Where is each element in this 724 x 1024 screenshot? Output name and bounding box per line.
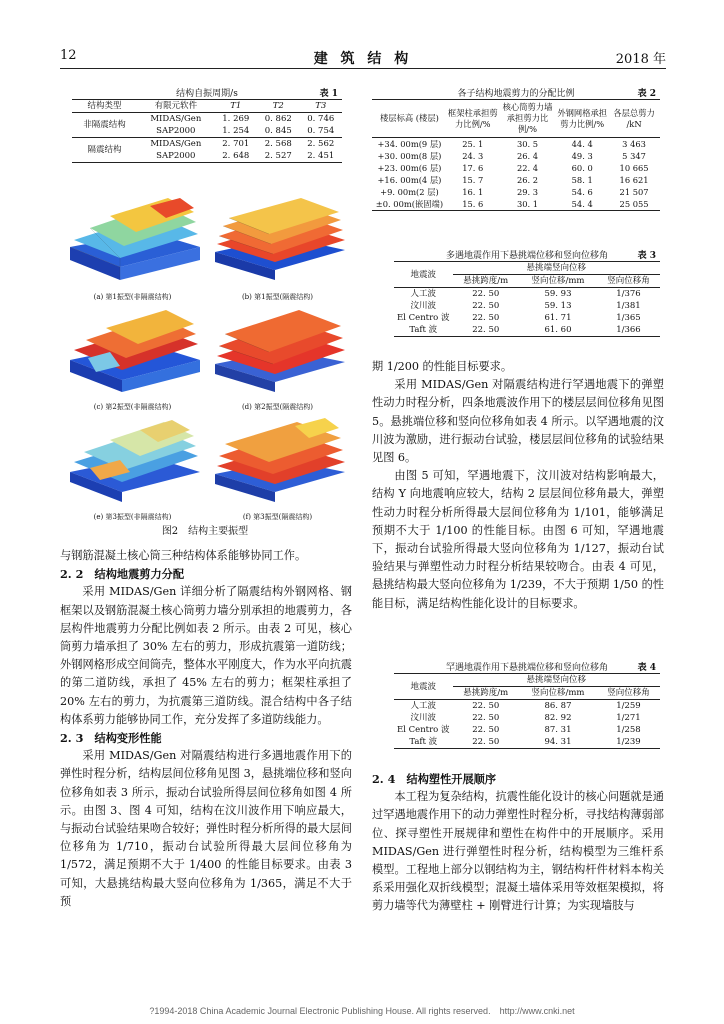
- t1-cell: 2. 701: [215, 138, 257, 151]
- t2-h: 外钢网格承担剪力比例/%: [556, 100, 608, 138]
- t4-cell: 22. 50: [472, 701, 500, 711]
- right-column-text-1: [372, 358, 664, 613]
- t1-type: 非隔震结构: [83, 120, 126, 130]
- table2-number: 表 2: [637, 89, 656, 99]
- t4-cell: 1/239: [616, 737, 641, 747]
- t3-cell: 22. 50: [472, 289, 500, 299]
- left-column-text: [60, 547, 352, 911]
- table3-number: 表 3: [637, 251, 656, 261]
- t2-floor: +9. 00m(2 层): [380, 187, 439, 197]
- t4-h: 悬挑跨度/m: [453, 687, 520, 700]
- t1-cell: 2. 568: [257, 138, 299, 151]
- t4-wave: El Centro 波: [397, 725, 450, 735]
- t2-cell: 30. 1: [516, 199, 539, 209]
- t1-soft: MIDAS/Gen: [137, 138, 214, 151]
- t2-cell: 24. 3: [462, 151, 484, 161]
- t3-cell: 61. 60: [544, 325, 572, 335]
- fig-caption-d: (d) 第2振型(隔震结构): [241, 403, 314, 411]
- t1-h-t3: T3: [300, 100, 343, 113]
- t2-floor: +23. 00m(6 层): [377, 163, 442, 173]
- t2-cell: 25. 1: [462, 139, 484, 149]
- paragraph: 与钢筋混凝土核心筒三种结构体系能够协同工作。: [60, 549, 307, 562]
- t2-cell: 58. 1: [571, 175, 593, 185]
- t1-soft: SAP2000: [156, 151, 196, 161]
- t3-cell: 1/381: [616, 301, 641, 311]
- table1: [72, 86, 342, 163]
- t3-h-wave: 地震波: [394, 262, 453, 288]
- t3-cell: 61. 71: [544, 313, 572, 323]
- t3-wave: El Centro 波: [397, 313, 450, 323]
- t2-floor: ±0. 00m(嵌固端): [375, 199, 444, 209]
- t2-h: 框架柱承担剪力比例/%: [447, 100, 499, 138]
- fig-caption-f: (f) 第3振型(隔震结构): [242, 513, 313, 521]
- t2-cell: 25 055: [619, 199, 649, 209]
- t2-cell: 15. 7: [462, 175, 484, 185]
- t2-cell: 60. 0: [571, 163, 593, 173]
- t1-cell: 1. 269: [222, 114, 250, 124]
- copyright-footer: ?1994-2018 China Academic Journal Electronic Publishing House. All rights reserved. http://www.cnki.net: [149, 1006, 575, 1016]
- t3-cell: 1/376: [616, 289, 641, 299]
- figure-2-caption: 图2 结构主要振型: [161, 526, 249, 537]
- t2-h: 楼层标高 (楼层): [372, 100, 447, 138]
- t2-cell: 44. 4: [571, 139, 593, 149]
- t1-h-soft: 有限元软件: [137, 100, 214, 113]
- t4-h: 竖向位移/mm: [519, 687, 597, 700]
- paragraph: 由图 5 可知，罕遇地震下，汶川波对结构影响最大，结构 Y 向地震响应较大，结构 2 层层间位移角最大，弹塑性动力时程分析所得最大层间位移角为 1/101，能够满足预期不大于 1/100 的性能目标。由图 6 可知，罕遇地震下，振动台试验所得最大竖向位移角为 1/127，振动台试验结果与弹塑性动力时程分析结果较吻合。由表 4 可见，悬挑结构最大竖向位移角为 1/239，不大于预期 1/50 的性能目标，满足结构性能化设计的目标要求。: [372, 469, 664, 610]
- t2-cell: 26. 2: [516, 175, 539, 185]
- t4-cell: 87. 31: [544, 725, 572, 735]
- t2-cell: 17. 6: [462, 163, 484, 173]
- paragraph: 本工程为复杂结构，抗震性能化设计的核心问题就是通过罕遇地震作用下的动力弹塑性时程分析，寻找结构薄弱部位、探寻塑性开展规律和塑性在构件中的开展顺序。采用 MIDAS/Gen 进行弹塑性时程分析，结构模型为三维杆系模型。工程地上部分以钢结构为主，钢结构杆件材料本构关系采用强化双折线模型；混凝土墙体采用等效框架模拟，将剪力墙等代为薄壁柱 + 刚臂进行计算；为实现墙肢与: [372, 790, 664, 913]
- paragraph: 采用 MIDAS/Gen 对隔震结构进行多遇地震作用下的弹性时程分析，结构层间位移角见图 3，悬挑端位移和竖向位移角如表 3 所示，振动台试验所得层间位移角如图 4 所示。由图 3、图 4 可知，结构在汶川波作用下响应最大，与振动台试验结果吻合较好；弹性时程分析所得的最大层间位移角为 1/710，振动台试验所得最大层间位移角为 1/572，满足预期不大于 1/400 的性能目标要求。由表 3 可知，大悬挑结构最大竖向位移角为 1/365，满足不大于预: [60, 749, 352, 908]
- mode-shape-image: [205, 412, 350, 510]
- t2-cell: 49. 3: [571, 151, 593, 161]
- mode-shape-image: [60, 412, 205, 510]
- t2-cell: 29. 3: [516, 187, 539, 197]
- t2-cell: 5 347: [622, 151, 646, 161]
- right-column-text-2: [372, 770, 664, 916]
- t4-cell: 22. 50: [472, 737, 500, 747]
- t1-cell: 2. 562: [300, 138, 343, 151]
- t4-cell: 86. 87: [544, 701, 572, 711]
- t1-h-t2: T2: [257, 100, 299, 113]
- t4-cell: 22. 50: [472, 725, 500, 735]
- table1-number: 表 1: [319, 89, 338, 99]
- table4: [394, 660, 660, 749]
- table1-title: 结构自振周期/s: [176, 89, 238, 99]
- table4-number: 表 4: [637, 663, 656, 673]
- t1-cell: 2. 527: [264, 151, 292, 161]
- table2-title: 各子结构地震剪力的分配比例: [457, 89, 575, 99]
- t2-h: 各层总剪力 /kN: [608, 100, 660, 138]
- t3-cell: 59. 93: [544, 289, 572, 299]
- t2-cell: 30. 5: [516, 139, 539, 149]
- t2-cell: 16. 1: [462, 187, 484, 197]
- fig-panel-d: [205, 302, 350, 412]
- paragraph: 期 1/200 的性能目标要求。: [372, 360, 513, 373]
- mode-shape-image: [205, 302, 350, 400]
- t1-cell: 2. 451: [307, 151, 335, 161]
- mode-shape-image: [205, 192, 350, 290]
- section-heading-2-3: 2. 3 结构变形性能: [60, 731, 162, 746]
- t4-h-group: 悬挑端竖向位移: [453, 674, 660, 687]
- t4-wave: 汶川波: [410, 713, 437, 723]
- t3-cell: 22. 50: [472, 301, 500, 311]
- fig-caption-a: (a) 第1振型(非隔震结构): [93, 293, 172, 301]
- t4-cell: 94. 31: [544, 737, 572, 747]
- t3-wave: 汶川波: [410, 301, 437, 311]
- t1-soft: MIDAS/Gen: [150, 114, 202, 124]
- t3-h-group: 悬挑端竖向位移: [453, 262, 660, 275]
- t3-wave: 人工波: [410, 289, 437, 299]
- t1-cell: 1. 254: [222, 126, 250, 136]
- t1-soft: SAP2000: [156, 126, 196, 136]
- section-heading-2-4: 2. 4 结构塑性开展顺序: [372, 772, 497, 786]
- page-header: [60, 48, 666, 68]
- figure-2: [60, 192, 350, 522]
- t3-h: 竖向位移/mm: [519, 275, 597, 288]
- table4-title: 罕遇地震作用下悬挑端位移和竖向位移角: [445, 663, 608, 673]
- t1-type: 隔震结构: [72, 138, 137, 163]
- t4-cell: 1/258: [616, 725, 641, 735]
- t2-cell: 54. 6: [571, 187, 593, 197]
- t4-cell: 1/259: [616, 701, 641, 711]
- table2: [372, 86, 660, 211]
- paragraph: 采用 MIDAS/Gen 对隔震结构进行罕遇地震下的弹塑性动力时程分析，四条地震波作用下的楼层层间位移角见图 5。悬挑端位移和竖向位移角如表 4 所示。以罕遇地震的汶川波为激励，进行振动台试验，楼层层间位移角的试验结果见图 6。: [372, 378, 664, 465]
- t2-cell: 16 621: [619, 175, 649, 185]
- fig-panel-f: [205, 412, 350, 522]
- t3-cell: 59. 13: [544, 301, 572, 311]
- fig-caption-c: (c) 第2振型(非隔震结构): [93, 403, 172, 411]
- t2-cell: 26. 4: [516, 151, 539, 161]
- t2-cell: 10 665: [619, 163, 649, 173]
- fig-panel-c: [60, 302, 205, 412]
- table3-title: 多遇地震作用下悬挑端位移和竖向位移角: [445, 251, 608, 261]
- t2-floor: +30. 00m(8 层): [377, 151, 442, 161]
- t3-wave: Taft 波: [409, 325, 438, 335]
- t1-cell: 2. 648: [222, 151, 250, 161]
- t4-h-wave: 地震波: [394, 674, 453, 700]
- t3-cell: 22. 50: [472, 313, 500, 323]
- fig-caption-e: (e) 第3振型(非隔震结构): [93, 513, 172, 521]
- t3-cell: 1/365: [616, 313, 641, 323]
- t2-floor: +16. 00m(4 层): [377, 175, 442, 185]
- t1-cell: 0. 845: [264, 126, 292, 136]
- section-heading-2-2: 2. 2 结构地震剪力分配: [60, 567, 185, 582]
- t4-wave: 人工波: [410, 701, 437, 711]
- mode-shape-image: [60, 302, 205, 400]
- fig-caption-b: (b) 第1振型(隔震结构): [241, 293, 314, 301]
- t2-cell: 21 507: [619, 187, 649, 197]
- t2-cell: 3 463: [622, 139, 646, 149]
- t1-cell: 0. 754: [307, 126, 335, 136]
- t1-cell: 0. 746: [307, 114, 335, 124]
- t4-cell: 1/271: [616, 713, 641, 723]
- t4-cell: 82. 92: [544, 713, 572, 723]
- t3-cell: 22. 50: [472, 325, 500, 335]
- t2-cell: 54. 4: [571, 199, 593, 209]
- fig-panel-e: [60, 412, 205, 522]
- mode-shape-image: [60, 192, 205, 290]
- t2-cell: 15. 6: [462, 199, 484, 209]
- table3: [394, 248, 660, 337]
- t2-floor: +34. 00m(9 层): [377, 139, 442, 149]
- journal-title: 建 筑 结 构: [313, 51, 413, 67]
- t1-h-type: 结构类型: [72, 100, 137, 113]
- t1-h-t1: T1: [215, 100, 257, 113]
- t4-h: 竖向位移角: [597, 687, 660, 700]
- t4-wave: Taft 波: [409, 737, 438, 747]
- t4-cell: 22. 50: [472, 713, 500, 723]
- page-number: 12: [60, 48, 77, 63]
- t1-cell: 0. 862: [264, 114, 292, 124]
- fig-panel-a: [60, 192, 205, 302]
- fig-panel-b: [205, 192, 350, 302]
- t2-h: 核心筒剪力墙承担剪力比例/%: [499, 100, 557, 138]
- t3-cell: 1/366: [616, 325, 641, 335]
- t3-h: 竖向位移角: [597, 275, 660, 288]
- paragraph: 采用 MIDAS/Gen 详细分析了隔震结构外钢网格、钢框架以及钢筋混凝土核心筒剪力墙分别承担的地震剪力，各层构件地震剪力分配比例如表 2 所示。由表 2 可见，核心筒剪力墙承担了 30% 左右的剪力，形成抗震第一道防线；外钢网格形成空间筒壳，整体水平刚度大，作为水平向抗震的第二道防线，承担了 45% 左右的剪力；框架柱承担了 20% 左右的剪力，为抗震第三道防线。混合结构中各子结构体系剪力能够协同工作，充分发挥了多道防线能力。: [60, 585, 352, 726]
- year: 2018 年: [615, 52, 666, 67]
- t3-h: 悬挑跨度/m: [453, 275, 520, 288]
- header-rule: [60, 68, 666, 69]
- t2-cell: 22. 4: [516, 163, 539, 173]
